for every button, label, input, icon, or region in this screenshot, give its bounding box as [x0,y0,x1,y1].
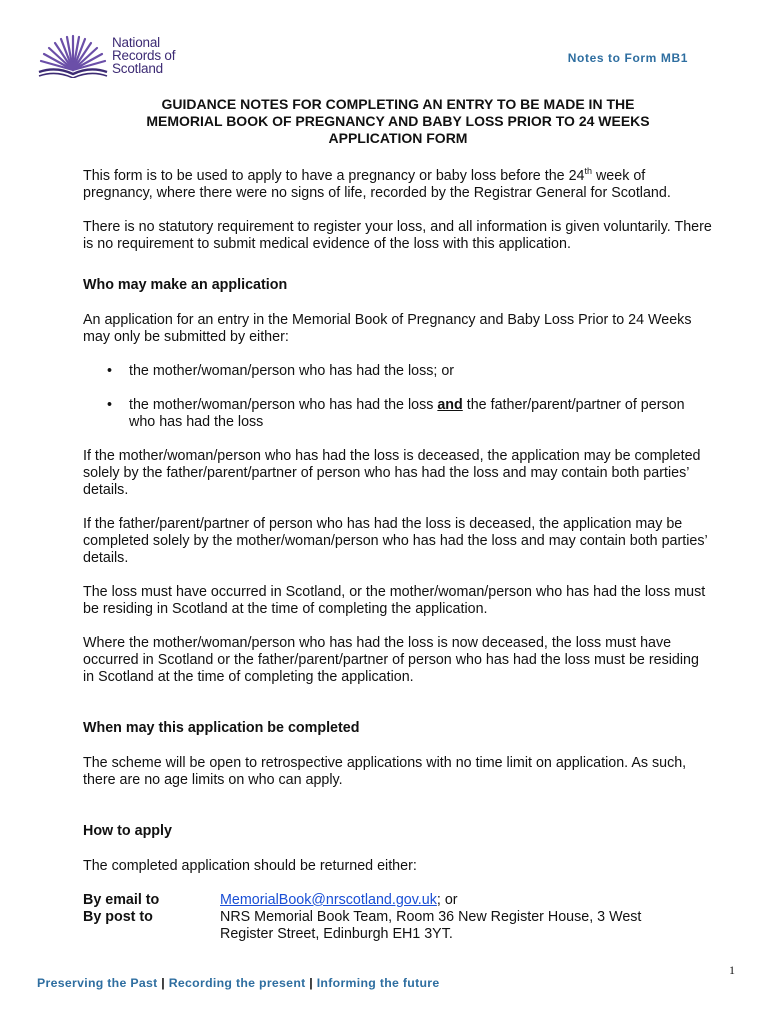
footer-tagline [37,976,440,990]
section-who-heading: Who may make an application [83,276,288,293]
logo-line-2: Records of [112,48,176,63]
footer-separator: | [309,976,313,990]
logo-line-1: National [112,35,160,50]
list-item [83,363,713,380]
bullet-icon: • [107,362,113,379]
footer-part-2: Recording the present [168,976,306,990]
post-label: By post to [83,908,153,925]
email-suffix: ; or [436,891,458,908]
title-line-1: GUIDANCE NOTES FOR COMPLETING AN ENTRY TO BE MADE IN THE [161,96,635,112]
logo-line-3: Scotland [112,61,163,76]
post-address-line-1: NRS Memorial Book Team, Room 36 New Register House, 3 West [220,908,642,925]
footer-part-1: Preserving the Past [37,976,158,990]
section-how-paragraph: The completed application should be returned either: [83,857,417,874]
section-who-paragraph-5: Where the mother/woman/person who has had the loss is now deceased, the loss must have occurred in Scotland or the father/parent/partner of person who has had the loss must be residing in Scotland at the time of completing the application. [83,634,699,685]
bullet-1-text: the mother/woman/person who has had the loss; or [129,362,455,379]
post-address [220,909,713,943]
intro-p1-after: week of pregnancy, where there were no signs of life, recorded by the Registrar General for Scotland. [83,167,671,201]
title-line-2: MEMORIAL BOOK OF PREGNANCY AND BABY LOSS PRIOR TO 24 WEEKS [146,113,650,129]
bullet-2-before: the mother/woman/person who has had the loss [129,396,438,413]
section-who-paragraph-3: If the father/parent/partner of person who has had the loss is deceased, the application may be completed solely by the mother/woman/person who has had the loss and may contain both parties’ details. [83,515,708,566]
title-line-3: APPLICATION FORM [328,130,468,146]
book-fan-logo-icon [36,34,110,78]
section-who-paragraph-4: The loss must have occurred in Scotland, or the mother/woman/person who has had the loss must be residing in Scotland at the time of completing the application. [83,583,706,617]
intro-p1-before: This form is to be used to apply to have a pregnancy or baby loss before the 24 [83,167,585,184]
bullet-2-after: the father/parent/partner of person who has had the loss [129,396,685,430]
footer-part-3: Informing the future [316,976,440,990]
document-title [83,96,713,147]
form-reference: Notes to Form MB1 [567,51,688,65]
nrs-logo [36,34,196,78]
section-when-heading: When may this application be completed [83,719,360,736]
bullet-icon: • [107,396,113,413]
email-label: By email to [83,891,160,908]
post-address-line-2: Register Street, Edinburgh EH1 3YT. [220,925,453,942]
list-item [83,397,713,431]
section-how-heading: How to apply [83,822,172,839]
eligibility-list [83,363,713,431]
intro-paragraph-1 [83,163,713,202]
intro-p1-superscript: th [584,166,592,176]
email-row [83,892,713,909]
email-value [220,892,713,909]
intro-paragraph-2: There is no statutory requirement to register your loss, and all information is given voluntarily. There is no requirement to submit medical evidence of the loss with this application. [83,218,712,252]
page-number: 1 [729,963,735,977]
section-who-intro: An application for an entry in the Memorial Book of Pregnancy and Baby Loss Prior to 24 Weeks may only be submitted by either: [83,311,692,345]
document-body [83,96,713,943]
bullet-2-emphasis: and [437,396,463,413]
footer-separator: | [161,976,165,990]
email-link[interactable]: MemorialBook@nrscotland.gov.uk [220,891,437,908]
logo-wordmark [112,36,175,75]
post-row [83,909,713,943]
section-when-paragraph: The scheme will be open to retrospective applications with no time limit on application. As such, there are no age limits on who can apply. [83,754,687,788]
section-who-paragraph-2: If the mother/woman/person who has had the loss is deceased, the application may be completed solely by the father/parent/partner of person who has had the loss and may contain both parties’ details. [83,447,701,498]
